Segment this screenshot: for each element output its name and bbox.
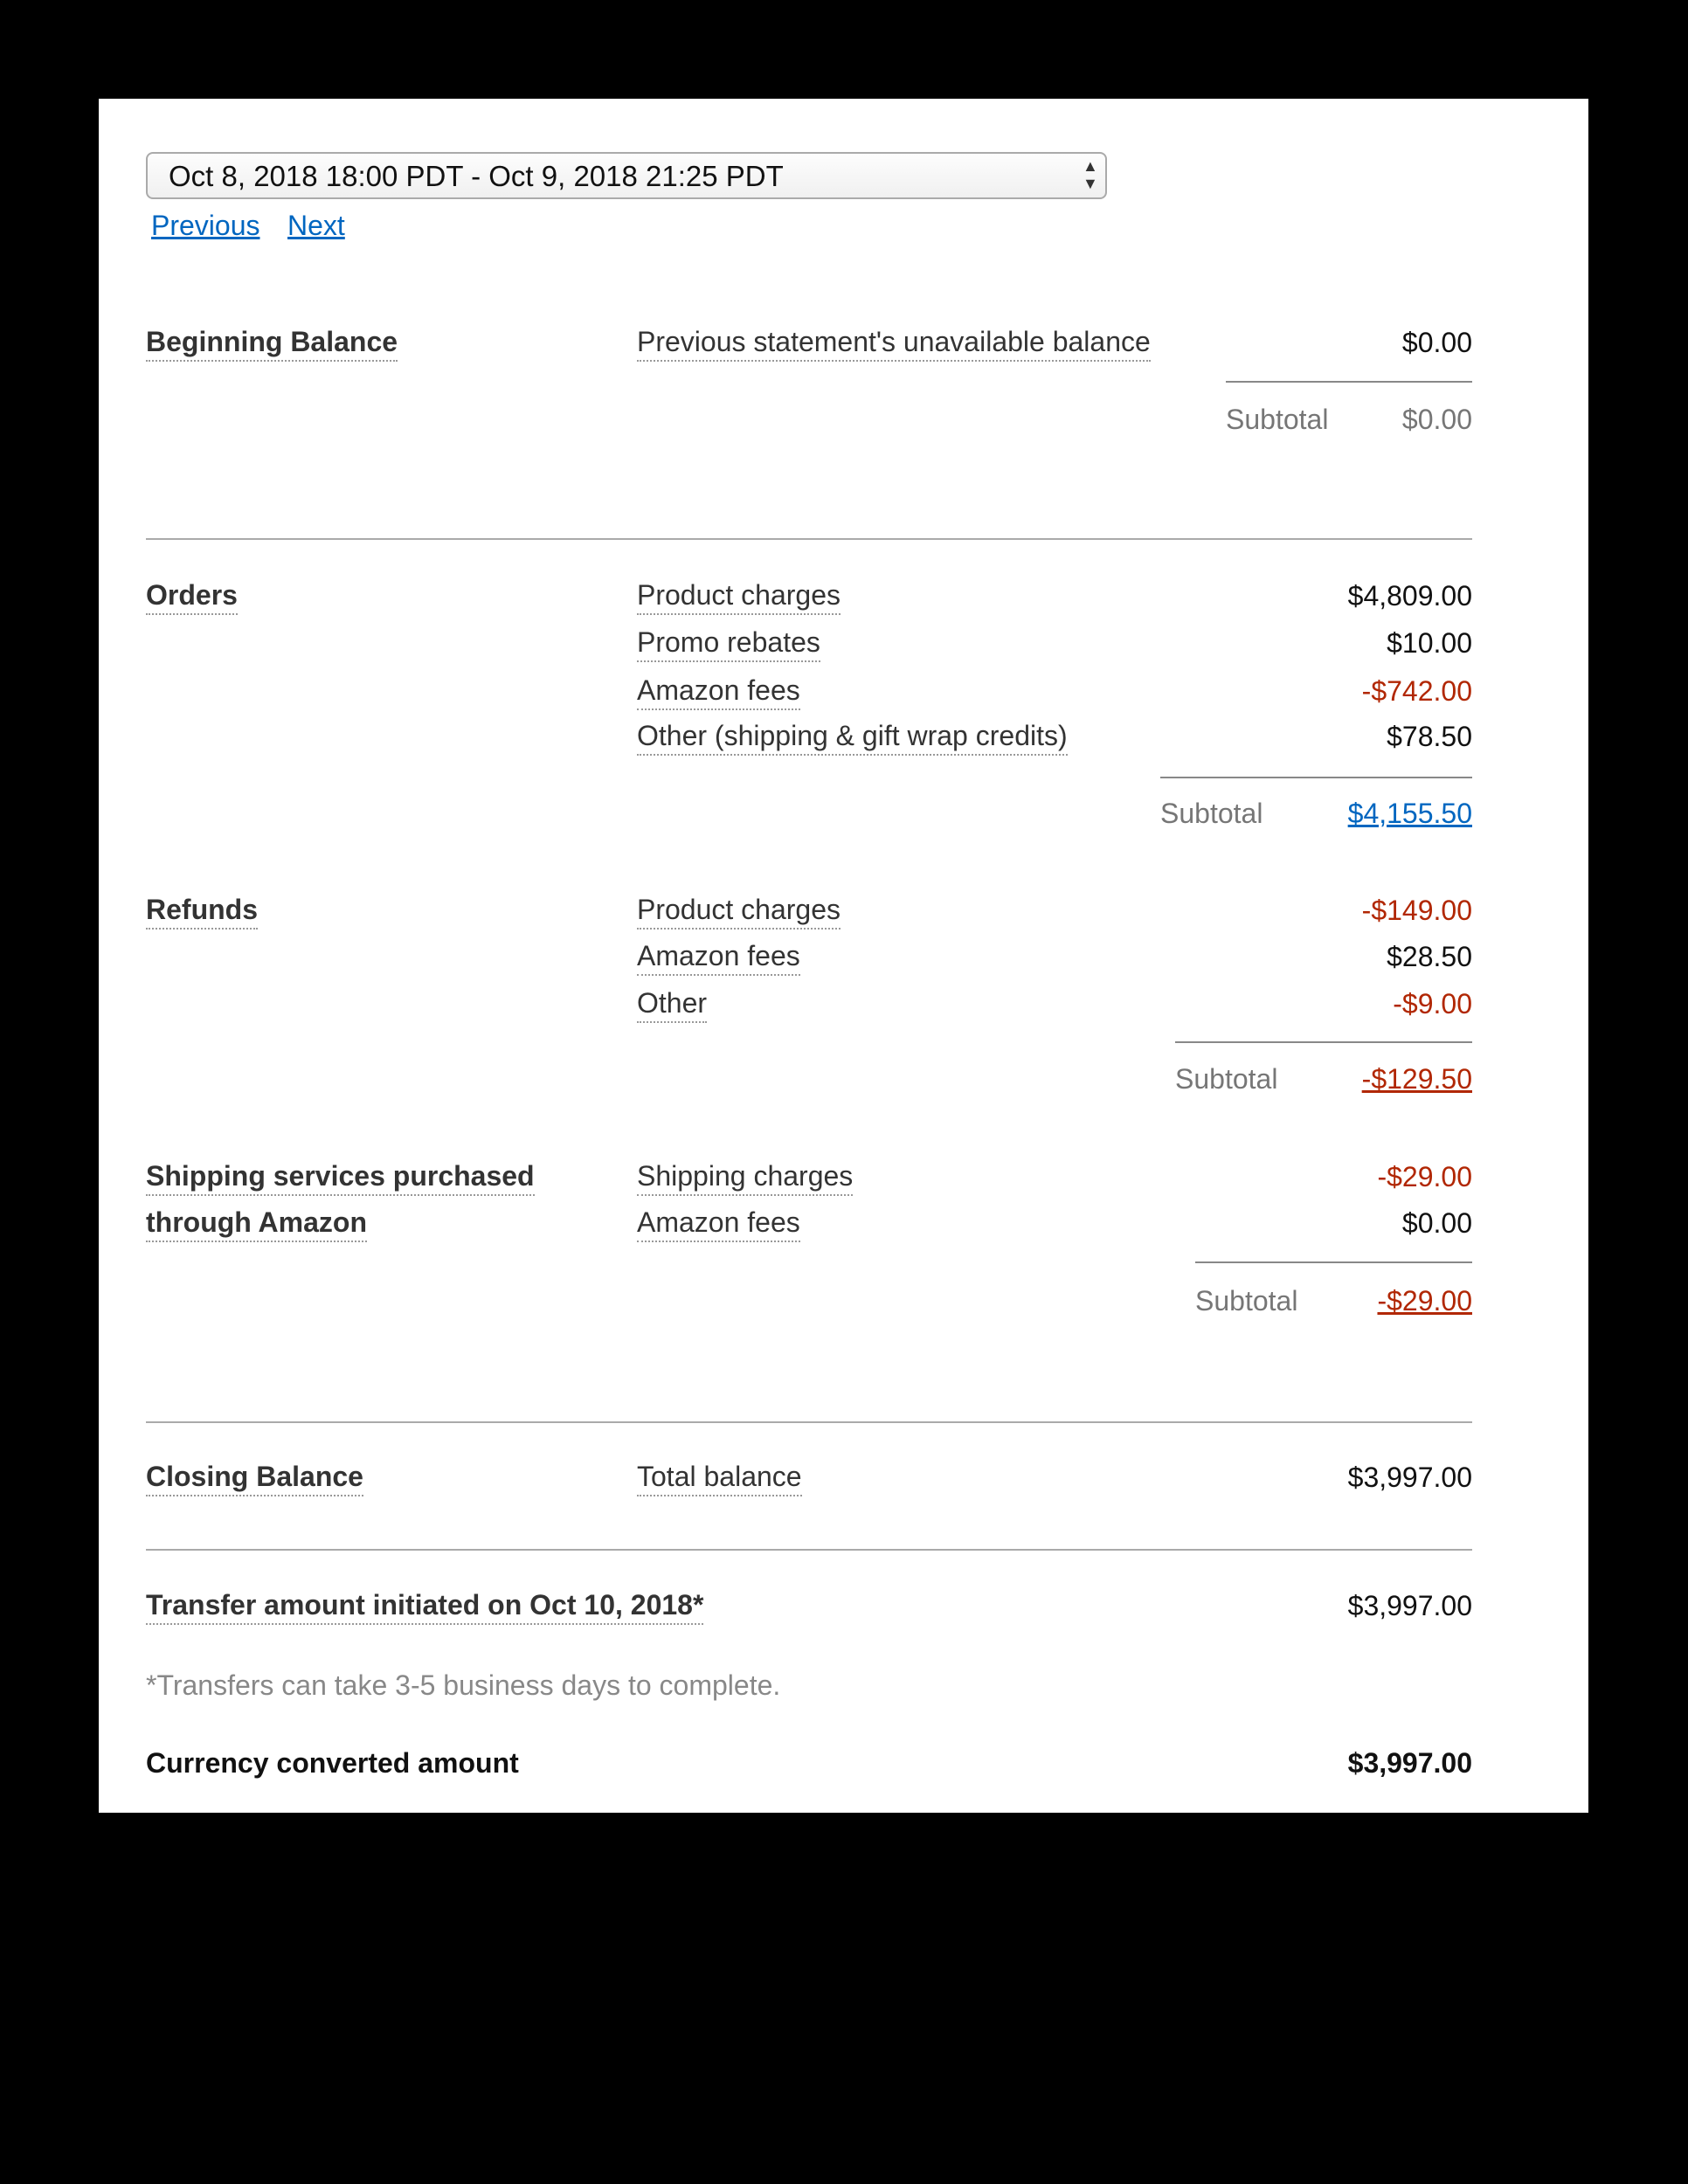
section-refunds: Refunds [146,893,258,930]
row-label: Product charges [637,578,841,615]
subtotal-rule [1175,1041,1472,1043]
section-orders: Orders [146,578,238,615]
subtotal-rule [1160,777,1472,778]
statement-period-value: Oct 8, 2018 18:00 PDT - Oct 9, 2018 21:25 PDT [169,160,784,192]
row-amount: $0.00 [1401,1207,1472,1239]
row-label: Amazon fees [637,939,800,976]
next-link[interactable]: Next [287,210,345,241]
subtotal-label: Subtotal [1226,404,1329,435]
closing-amount: $3,997.00 [1347,1462,1472,1493]
previous-link[interactable]: Previous [151,210,260,241]
section-closing-balance: Closing Balance [146,1460,363,1496]
orders-subtotal-link[interactable]: $4,155.50 [1347,798,1472,829]
shipping-subtotal-link[interactable]: -$29.00 [1377,1285,1472,1317]
row-label: Product charges [637,893,841,930]
refunds-subtotal-link[interactable]: -$129.50 [1361,1063,1472,1095]
subtotal-label: Subtotal [1195,1285,1298,1317]
transfer-label: Transfer amount initiated on Oct 10, 2018* [146,1588,703,1625]
transfer-amount: $3,997.00 [1347,1590,1472,1621]
subtotal-rule [1226,381,1472,383]
row-amount: -$742.00 [1361,675,1472,707]
currency-amount: $3,997.00 [1347,1747,1472,1779]
row-label: Total balance [637,1460,802,1496]
row-amount: $28.50 [1387,941,1472,972]
subtotal-label: Subtotal [1160,798,1263,829]
subtotal-amount: $0.00 [1401,404,1472,435]
row-amount: $4,809.00 [1347,580,1472,612]
row-label: Previous statement's unavailable balance [637,325,1151,362]
transfer-note: *Transfers can take 3-5 business days to complete. [146,1669,781,1701]
section-beginning-balance: Beginning Balance [146,325,398,362]
subtotal-rule [1195,1261,1472,1263]
row-label: Amazon fees [637,674,800,710]
divider [146,538,1472,540]
row-amount: $78.50 [1387,721,1472,752]
row-amount: $10.00 [1387,627,1472,659]
select-arrows-icon: ▲ ▼ [1083,157,1098,192]
row-amount: $0.00 [1401,327,1472,358]
row-label: Promo rebates [637,625,820,662]
currency-label: Currency converted amount [146,1747,519,1779]
subtotal-label: Subtotal [1175,1063,1278,1095]
row-label: Amazon fees [637,1206,800,1242]
row-amount: -$29.00 [1377,1161,1472,1192]
section-shipping-cont: through Amazon [146,1206,367,1242]
row-label: Other [637,986,707,1023]
divider [146,1549,1472,1551]
row-amount: -$9.00 [1393,988,1472,1019]
section-shipping: Shipping services purchased [146,1159,535,1196]
statement-panel [99,99,1588,1813]
row-label: Shipping charges [637,1159,853,1196]
row-amount: -$149.00 [1361,895,1472,926]
row-label: Other (shipping & gift wrap credits) [637,719,1068,756]
divider [146,1421,1472,1423]
statement-period-select[interactable] [146,152,1107,199]
